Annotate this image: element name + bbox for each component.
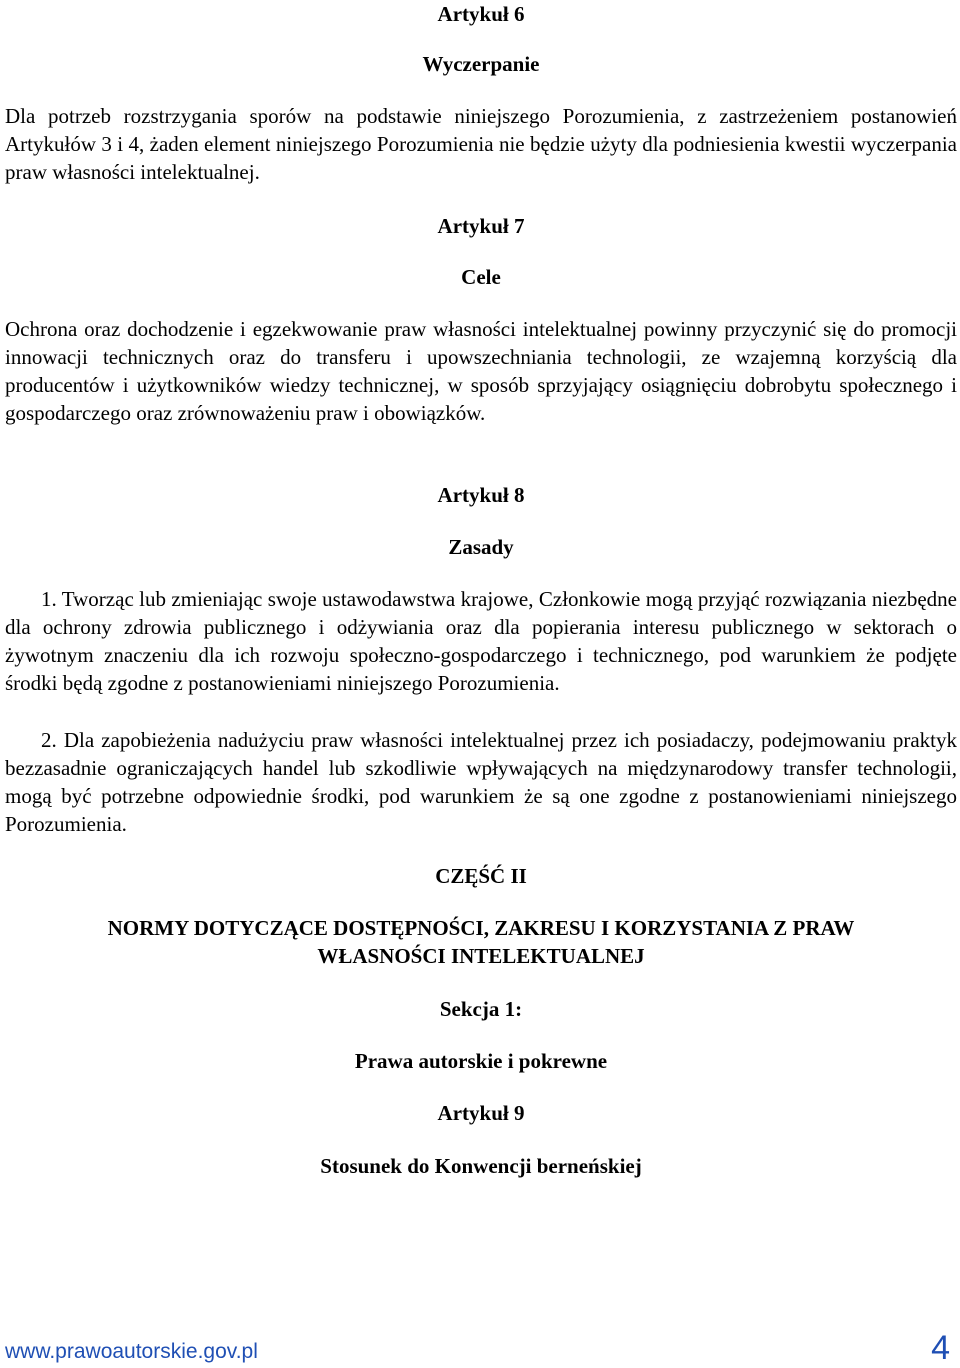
article-7-number: Artykuł 7 (437, 214, 525, 238)
page-footer (5, 1328, 950, 1368)
article-8-number: Artykuł 8 (437, 483, 525, 507)
article-9-number: Artykuł 9 (437, 1101, 525, 1125)
article-9-title: Stosunek do Konwencji berneńskiej (320, 1154, 642, 1178)
part-2-title-line-2: WŁASNOŚCI INTELEKTUALNEJ (317, 944, 645, 968)
article-7-text: Ochrona oraz dochodzenie i egzekwowanie praw własności intelektualnej powinny przyczynić się do promocji innowacji technicznych oraz do transferu i upowszechniania technologii, ze wzajemną korzyścią dla producentów i użytkowników wiedzy technicznej, w sposób sprzyjający osiągnięciu dobrobytu społecznego i gospodarczego oraz zrównoważeniu praw i obowiązków. (5, 317, 957, 425)
article-7-title: Cele (461, 265, 501, 289)
article-8-paragraph-1: 1. Tworząc lub zmieniając swoje ustawodawstwa krajowe, Członkowie mogą przyjąć rozwiązania niezbędne dla ochrony zdrowia publicznego i odżywiania oraz dla popierania interesu publicznego w sektorach o żywotnym znaczeniu dla ich rozwoju społeczno-gospodarczego i technicznego, pod warunkiem że podjęte środki będą zgodne z postanowieniami niniejszego Porozumienia. (5, 587, 957, 695)
part-2-label: CZĘŚĆ II (435, 864, 527, 888)
page-number: 4 (931, 1329, 950, 1367)
article-6-number: Artykuł 6 (437, 2, 525, 26)
article-8-paragraph-2: 2. Dla zapobieżenia nadużyciu praw własności intelektualnej przez ich posiadaczy, podejmowaniu praktyk bezzasadnie ograniczających handel lub szkodliwie wpływających na międzynarodowy transfer technologii, mogą być potrzebne odpowiednie środki, pod warunkiem że są one zgodne z postanowieniami niniejszego Porozumienia. (5, 728, 957, 836)
section-1-title: Prawa autorskie i pokrewne (354, 1049, 608, 1073)
section-1-label: Sekcja 1: (439, 997, 523, 1021)
article-8-title: Zasady (448, 535, 514, 559)
article-6-title: Wyczerpanie (422, 52, 540, 76)
article-6-text: Dla potrzeb rozstrzygania sporów na podstawie niniejszego Porozumienia, z zastrzeżeniem postanowień Artykułów 3 i 4, żaden element niniejszego Porozumienia nie będzie użyty dla podniesienia kwestii wyczerpania praw własności intelektualnej. (5, 104, 957, 184)
part-2-title-line-1: NORMY DOTYCZĄCE DOSTĘPNOŚCI, ZAKRESU I KORZYSTANIA Z PRAW (107, 916, 855, 940)
footer-website-link[interactable]: www.prawoautorskie.gov.pl (5, 1340, 258, 1363)
